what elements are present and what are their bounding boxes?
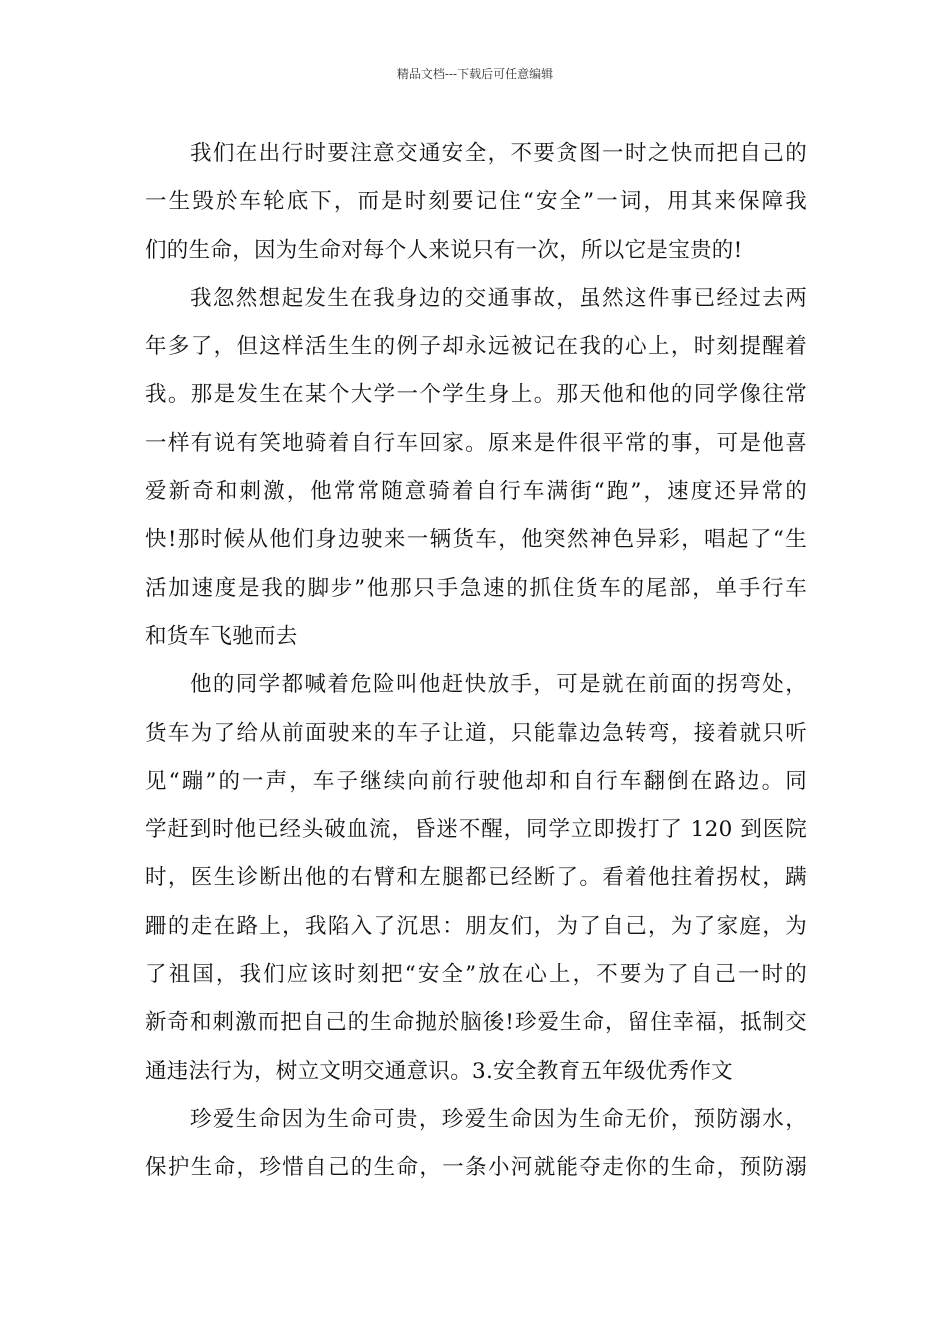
text-line: 活加速度是我的脚步”他那只手急速的抓住货车的尾部，单手行车 — [145, 575, 807, 601]
text-line: 跚的走在路上，我陷入了沉思：朋友们，为了自己，为了家庭，为 — [145, 913, 807, 939]
text-line: 爱新奇和刺激，他常常随意骑着自行车满街“跑”，速度还异常的 — [145, 479, 807, 505]
text-line: 我忽然想起发生在我身边的交通事故，虽然这件事已经过去两 — [190, 285, 807, 311]
text-line: 时，医生诊断出他的右臂和左腿都已经断了。看着他拄着拐杖，蹒 — [145, 865, 807, 891]
text-line: 们的生命，因为生命对每个人来说只有一次，所以它是宝贵的! — [145, 237, 743, 263]
text-line: 快!那时候从他们身边驶来一辆货车，他突然神色异彩，唱起了“生 — [145, 527, 807, 553]
document-body — [145, 130, 807, 1193]
text-line: 我们在出行时要注意交通安全，不要贪图一时之快而把自己的 — [190, 141, 807, 166]
text-line: 和货车飞驰而去 — [145, 623, 298, 649]
text-line: 新奇和刺激而把自己的生命抛於脑後!珍爱生命，留住幸福，抵制交 — [145, 1010, 807, 1036]
text-line: 年多了，但这样活生生的例子却永远被记在我的心上，时刻提醒着 — [145, 334, 807, 360]
text-line: 学赶到时他已经头破血流，昏迷不醒，同学立即拨打了 120 到医院 — [145, 817, 807, 843]
text-line: 见“蹦”的一声，车子继续向前行驶他却和自行车翻倒在路边。同 — [145, 768, 807, 794]
text-line: 珍爱生命因为生命可贵，珍爱生命因为生命无价，预防溺水， — [190, 1106, 807, 1132]
text-line: 货车为了给从前面驶来的车子让道，只能靠边急转弯，接着就只听 — [145, 720, 807, 746]
text-line: 一样有说有笑地骑着自行车回家。原来是件很平常的事，可是他喜 — [145, 430, 807, 456]
page-header: 精品文档---下载后可任意编辑 — [396, 67, 554, 81]
text-line: 保护生命，珍惜自己的生命，一条小河就能夺走你的生命，预防溺 — [145, 1155, 807, 1181]
text-line: 我。那是发生在某个大学一个学生身上。那天他和他的同学像往常 — [145, 382, 807, 408]
text-line: 一生毁於车轮底下，而是时刻要记住“安全”一词，用其来保障我 — [145, 189, 807, 215]
text-line: 了祖国，我们应该时刻把“安全”放在心上，不要为了自己一时的 — [145, 962, 807, 988]
text-line: 他的同学都喊着危险叫他赶快放手，可是就在前面的拐弯处， — [190, 672, 807, 698]
text-line: 通违法行为，树立文明交通意识。3.安全教育五年级优秀作文 — [145, 1058, 733, 1084]
